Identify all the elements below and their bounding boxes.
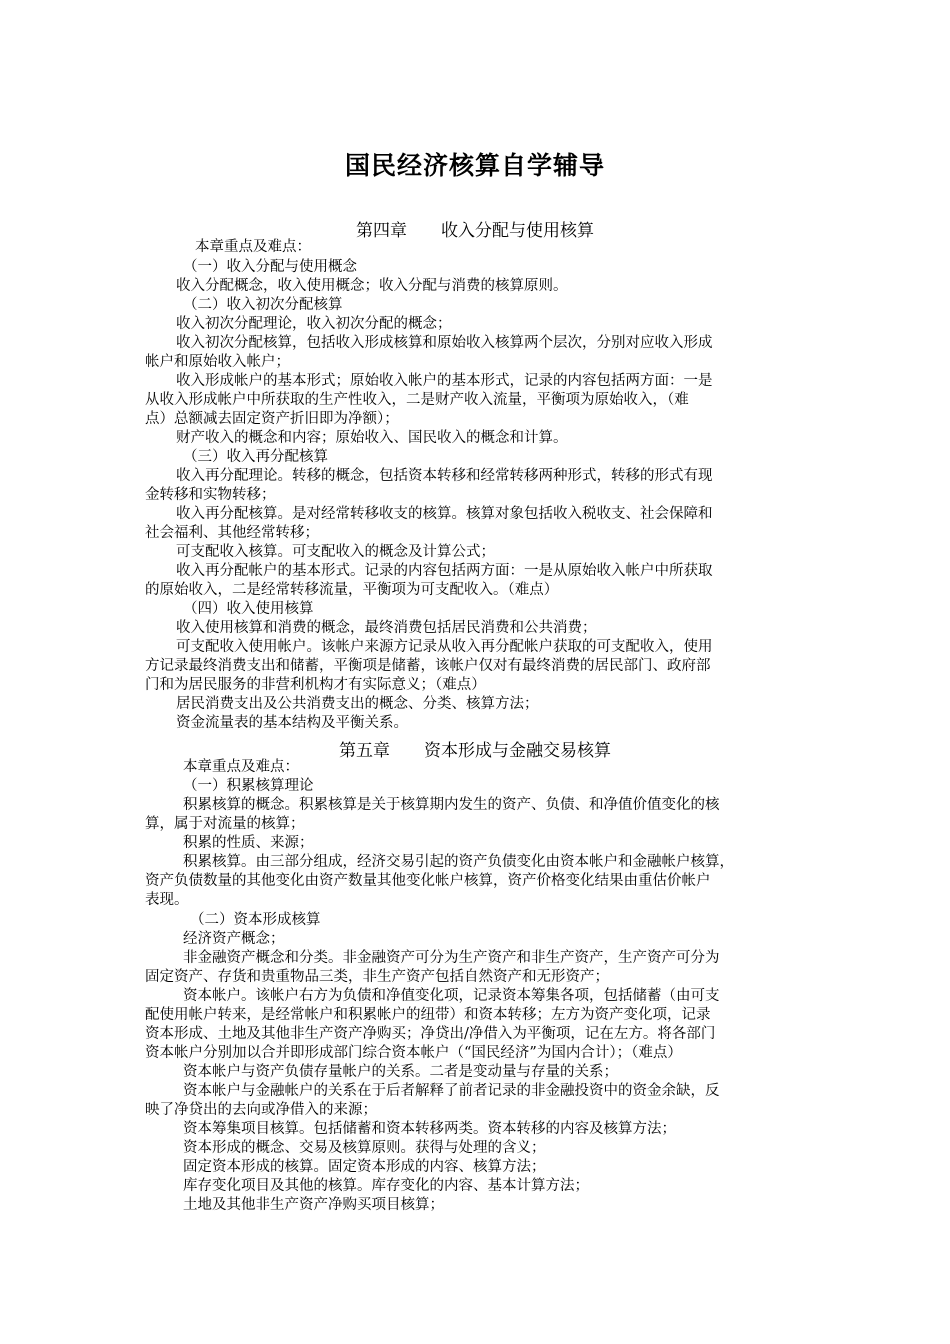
text-line: 收入再分配帐户的基本形式。记录的内容包括两方面：一是从原始收入帐户中所获取	[176, 563, 713, 579]
chapter-4-heading: 第四章 收入分配与使用核算	[356, 221, 594, 241]
text-line: 映了净贷出的去向或净借入的来源；	[145, 1102, 377, 1118]
section-heading: （一）收入分配与使用概念	[183, 259, 357, 275]
text-line: 资产负债数量的其他变化由资产数量其他变化帐户核算，资产价格变化结果由重估价帐户	[145, 873, 711, 889]
text-line: 财产收入的概念和内容；原始收入、国民收入的概念和计算。	[176, 430, 568, 446]
text-line: 库存变化项目及其他的核算。库存变化的内容、基本计算方法；	[183, 1178, 589, 1194]
text-line: 收入再分配核算。是对经常转移收支的核算。核算对象包括收入税收支、社会保障和	[176, 506, 713, 522]
text-line: 非金融资产概念和分类。非金融资产可分为生产资产和非生产资产，生产资产可分为	[183, 950, 720, 966]
text-line: 资本形成的概念、交易及核算原则。获得与处理的含义；	[183, 1140, 546, 1156]
text-line: 可支配收入使用帐户。该帐户来源方记录从收入再分配帐户获取的可支配收入，使用	[176, 639, 713, 655]
text-line: 固定资产、存货和贵重物品三类，非生产资产包括自然资产和无形资产；	[145, 969, 609, 985]
text-line: 配使用帐户转来，是经常帐户和积累帐户的纽带）和资本转移；左方为资产变化项，记录	[145, 1007, 711, 1023]
text-line: 本章重点及难点：	[195, 239, 311, 255]
text-line: 资本帐户与资产负债存量帐户的关系。二者是变动量与存量的关系；	[183, 1064, 618, 1080]
section-heading: （三）收入再分配核算	[183, 449, 328, 465]
text-line: 资本帐户与金融帐户的关系在于后者解释了前者记录的非金融投资中的资金余缺，反	[183, 1083, 720, 1099]
text-line: 积累的性质、来源；	[183, 835, 314, 851]
text-line: 积累核算的概念。积累核算是关于核算期内发生的资产、负债、和净值价值变化的核	[183, 797, 720, 813]
text-line: 本章重点及难点：	[183, 759, 299, 775]
section-heading: （四）收入使用核算	[183, 601, 314, 617]
text-line: 收入再分配理论。转移的概念，包括资本转移和经常转移两种形式，转移的形式有现	[176, 468, 713, 484]
text-line: 点）总额减去固定资产折旧即为净额）；	[145, 411, 399, 427]
text-line: 门和为居民服务的非营利机构才有实际意义；（难点）	[145, 677, 486, 693]
text-line: 社会福利、其他经常转移；	[145, 525, 319, 541]
text-line: 资本帐户分别加以合并即形成部门综合资本帐户（“国民经济”为国内合计）；（难点）	[145, 1045, 682, 1061]
text-line: 收入使用核算和消费的概念，最终消费包括居民消费和公共消费；	[176, 620, 597, 636]
section-heading: （二）资本形成核算	[190, 912, 321, 928]
section-heading: （二）收入初次分配核算	[183, 297, 343, 313]
text-line: 土地及其他非生产资产净购买项目核算；	[183, 1197, 444, 1213]
text-line: 固定资本形成的核算。固定资本形成的内容、核算方法；	[183, 1159, 546, 1175]
text-line: 积累核算。由三部分组成，经济交易引起的资产负债变化由资本帐户和金融帐户核算，	[183, 854, 734, 870]
document-title: 国民经济核算自学辅导	[344, 151, 605, 180]
text-line: 资本形成、土地及其他非生产资产净购买；净贷出/净借入为平衡项，记在左方。将各部门	[145, 1026, 716, 1042]
chapter-5-heading: 第五章 资本形成与金融交易核算	[339, 741, 611, 761]
text-line: 经济资产概念；	[183, 931, 285, 947]
text-line: 资本帐户。该帐户右方为负债和净值变化项，记录资本筹集各项，包括储蓄（由可支	[183, 988, 720, 1004]
text-line: 资金流量表的基本结构及平衡关系。	[176, 715, 408, 731]
text-line: 居民消费支出及公共消费支出的概念、分类、核算方法；	[176, 696, 539, 712]
section-heading: （一）积累核算理论	[183, 778, 314, 794]
text-line: 收入形成帐户的基本形式；原始收入帐户的基本形式，记录的内容包括两方面：一是	[176, 373, 713, 389]
text-line: 的原始收入，二是经常转移流量，平衡项为可支配收入。（难点）	[145, 582, 559, 598]
text-line: 可支配收入核算。可支配收入的概念及计算公式；	[176, 544, 495, 560]
text-line: 表现。	[145, 892, 189, 908]
text-line: 收入分配概念，收入使用概念；收入分配与消费的核算原则。	[176, 278, 568, 294]
text-line: 帐户和原始收入帐户；	[145, 354, 290, 370]
text-line: 方记录最终消费支出和储蓄，平衡项是储蓄，该帐户仅对有最终消费的居民部门、政府部	[145, 658, 711, 674]
text-line: 资本筹集项目核算。包括储蓄和资本转移两类。资本转移的内容及核算方法；	[183, 1121, 676, 1137]
text-line: 算，属于对流量的核算；	[145, 816, 305, 832]
text-line: 金转移和实物转移；	[145, 487, 276, 503]
text-line: 收入初次分配核算，包括收入形成核算和原始收入核算两个层次，分别对应收入形成	[176, 335, 713, 351]
text-line: 收入初次分配理论，收入初次分配的概念；	[176, 316, 452, 332]
text-line: 从收入形成帐户中所获取的生产性收入，二是财产收入流量，平衡项为原始收入，（难	[145, 392, 689, 408]
